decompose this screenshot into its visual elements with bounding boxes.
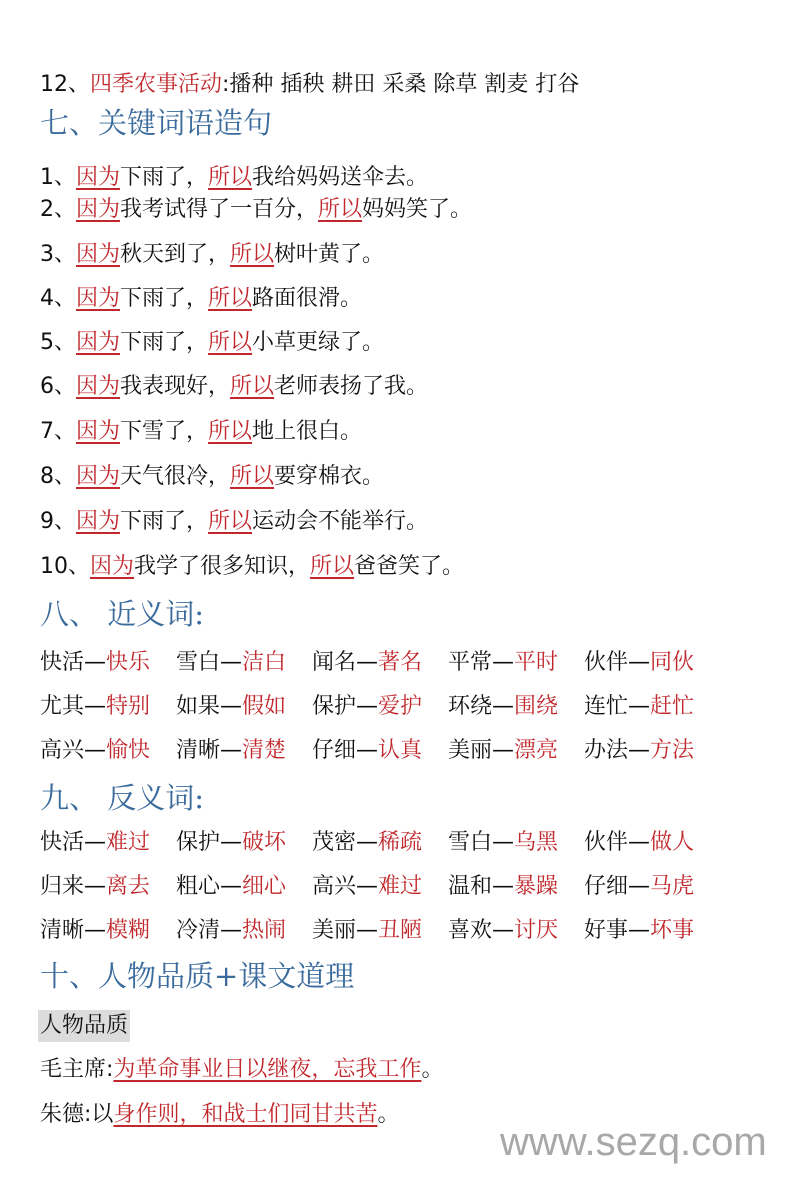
antonym-word: 难过 — [378, 874, 423, 899]
synonym-pair — [176, 648, 312, 678]
word: 尤其— — [40, 694, 107, 719]
word: 平常— — [448, 650, 515, 675]
antonym-pair — [40, 916, 176, 946]
keyword-so: 所以 — [230, 374, 275, 399]
antonym-row — [40, 872, 720, 902]
synonym-pair — [312, 736, 448, 766]
keyword-so: 所以 — [310, 554, 355, 579]
antonym-pair — [584, 828, 720, 858]
sentence-item — [40, 552, 464, 582]
sentence-cause: 我表现好， — [120, 374, 231, 399]
antonym-word: 离去 — [106, 874, 151, 899]
antonym-pair — [312, 872, 448, 902]
antonym-word: 马虎 — [650, 874, 695, 899]
word: 连忙— — [584, 694, 651, 719]
word: 喜欢— — [448, 918, 515, 943]
synonym-word: 假如 — [242, 694, 287, 719]
antonym-word: 暴躁 — [514, 874, 559, 899]
sentence-result: 我给妈妈送伞去。 — [252, 165, 429, 190]
keyword-because: 因为 — [76, 419, 121, 444]
word: 冷清— — [176, 918, 243, 943]
word: 雪白— — [448, 830, 515, 855]
section-7-heading: 七、关键词语造句 — [40, 106, 273, 140]
keyword-because: 因为 — [76, 197, 121, 222]
word: 如果— — [176, 694, 243, 719]
keyword-so: 所以 — [318, 197, 363, 222]
keyword-because: 因为 — [76, 509, 121, 534]
sentence-item — [40, 328, 384, 358]
antonym-pair — [312, 916, 448, 946]
sentence-number: 5、 — [40, 330, 76, 355]
person-name: 毛主席: — [40, 1057, 114, 1082]
keyword-so: 所以 — [208, 286, 253, 311]
synonym-pair — [40, 736, 176, 766]
sentence-item — [40, 195, 472, 225]
word: 好事— — [584, 918, 651, 943]
sentence-result: 路面很滑。 — [252, 286, 363, 311]
keyword-so: 所以 — [230, 242, 275, 267]
antonym-pair — [176, 828, 312, 858]
quality-text: 身作则，和战士们同甘共苦 — [113, 1102, 378, 1127]
word: 清晰— — [176, 738, 243, 763]
synonym-pair — [176, 692, 312, 722]
keyword-because: 因为 — [76, 165, 121, 190]
sentence-number: 3、 — [40, 242, 76, 267]
antonym-word: 细心 — [242, 874, 287, 899]
synonym-word: 方法 — [650, 738, 695, 763]
synonym-pair — [584, 692, 720, 722]
sentence-result: 运动会不能举行。 — [252, 509, 429, 534]
sentence-cause: 下雨了， — [120, 286, 209, 311]
sentence-number: 4、 — [40, 286, 76, 311]
keyword-because: 因为 — [76, 286, 121, 311]
keyword-because: 因为 — [76, 464, 121, 489]
synonym-pair — [448, 648, 584, 678]
word: 保护— — [176, 830, 243, 855]
word: 高兴— — [40, 738, 107, 763]
synonym-word: 同伙 — [650, 650, 695, 675]
synonym-word: 围绕 — [514, 694, 559, 719]
word: 仔细— — [312, 738, 379, 763]
synonym-pair — [176, 736, 312, 766]
antonym-pair — [40, 828, 176, 858]
synonym-row — [40, 736, 720, 766]
sentence-number: 7、 — [40, 419, 76, 444]
synonym-pair — [312, 692, 448, 722]
antonym-word: 乌黑 — [514, 830, 559, 855]
synonym-word: 快乐 — [106, 650, 151, 675]
sentence-number: 10、 — [40, 554, 90, 579]
word: 清晰— — [40, 918, 107, 943]
synonym-pair — [448, 736, 584, 766]
sentence-cause: 我考试得了一百分， — [120, 197, 319, 222]
sentence-item — [40, 507, 428, 537]
keyword-because: 因为 — [76, 242, 121, 267]
item-label: 四季农事活动 — [90, 72, 223, 97]
synonym-pair — [312, 648, 448, 678]
synonym-row — [40, 692, 720, 722]
antonym-row — [40, 828, 720, 858]
keyword-because: 因为 — [76, 330, 121, 355]
punctuation: 。 — [377, 1102, 400, 1127]
word: 伙伴— — [584, 650, 651, 675]
sentence-number: 9、 — [40, 509, 76, 534]
sentence-item — [40, 417, 362, 447]
antonym-pair — [448, 828, 584, 858]
word: 仔细— — [584, 874, 651, 899]
sentence-item — [40, 163, 428, 193]
person-name: 朱德: — [40, 1102, 92, 1127]
sentence-cause: 下雪了， — [120, 419, 209, 444]
antonym-pair — [448, 916, 584, 946]
section-10-heading: 十、人物品质+课文道理 — [40, 959, 355, 993]
word: 美丽— — [312, 918, 379, 943]
sentence-cause: 天气很冷， — [120, 464, 231, 489]
antonym-word: 丑陋 — [378, 918, 423, 943]
sentence-cause: 秋天到了， — [120, 242, 231, 267]
sentence-result: 老师表扬了我。 — [274, 374, 429, 399]
synonym-word: 洁白 — [242, 650, 287, 675]
antonym-pair — [584, 872, 720, 902]
synonym-word: 平时 — [514, 650, 559, 675]
watermark: www.sezq.com — [500, 1120, 767, 1164]
synonym-pair — [584, 648, 720, 678]
antonym-pair — [584, 916, 720, 946]
word: 快活— — [40, 830, 107, 855]
sentence-result: 小草更绿了。 — [252, 330, 385, 355]
sentence-number: 8、 — [40, 464, 76, 489]
punctuation: 。 — [421, 1057, 444, 1082]
keyword-so: 所以 — [208, 330, 253, 355]
synonym-word: 认真 — [378, 738, 423, 763]
sentence-number: 1、 — [40, 165, 76, 190]
sentence-number: 2、 — [40, 197, 76, 222]
item-number: 12、 — [40, 72, 90, 97]
sentence-cause: 下雨了， — [120, 165, 209, 190]
sentence-item — [40, 462, 384, 492]
quality-prefix: 以 — [91, 1102, 114, 1127]
antonym-pair — [176, 872, 312, 902]
keyword-because: 因为 — [90, 554, 135, 579]
sentence-result: 爸爸笑了。 — [354, 554, 465, 579]
keyword-so: 所以 — [208, 419, 253, 444]
sentence-result: 地上很白。 — [252, 419, 363, 444]
synonym-pair — [584, 736, 720, 766]
synonym-row — [40, 648, 720, 678]
sentence-result: 要穿棉衣。 — [274, 464, 385, 489]
antonym-word: 难过 — [106, 830, 151, 855]
antonym-pair — [40, 872, 176, 902]
word: 美丽— — [448, 738, 515, 763]
quality-mao — [40, 1055, 443, 1085]
sentence-result: 妈妈笑了。 — [362, 197, 473, 222]
word: 粗心— — [176, 874, 243, 899]
synonym-pair — [40, 648, 176, 678]
word: 保护— — [312, 694, 379, 719]
synonym-word: 著名 — [378, 650, 423, 675]
synonym-word: 特别 — [106, 694, 151, 719]
antonym-word: 模糊 — [106, 918, 151, 943]
subsection-tag: 人物品质 — [38, 1010, 130, 1042]
antonym-word: 稀疏 — [378, 830, 423, 855]
word: 茂密— — [312, 830, 379, 855]
word: 闻名— — [312, 650, 379, 675]
synonym-word: 赶忙 — [650, 694, 695, 719]
keyword-so: 所以 — [208, 165, 253, 190]
section-8-heading: 八、 近义词: — [40, 597, 204, 631]
sentence-cause: 下雨了， — [120, 509, 209, 534]
keyword-because: 因为 — [76, 374, 121, 399]
word: 归来— — [40, 874, 107, 899]
antonym-word: 坏事 — [650, 918, 695, 943]
word: 办法— — [584, 738, 651, 763]
synonym-pair — [40, 692, 176, 722]
item-content: :播种 插秧 耕田 采桑 除草 割麦 打谷 — [222, 72, 580, 97]
antonym-word: 讨厌 — [514, 918, 559, 943]
word: 雪白— — [176, 650, 243, 675]
word: 快活— — [40, 650, 107, 675]
antonym-word: 热闹 — [242, 918, 287, 943]
synonym-pair — [448, 692, 584, 722]
keyword-so: 所以 — [230, 464, 275, 489]
antonym-pair — [176, 916, 312, 946]
antonym-pair — [312, 828, 448, 858]
sentence-item — [40, 372, 428, 402]
item-12 — [40, 70, 579, 100]
sentence-cause: 我学了很多知识， — [134, 554, 311, 579]
word: 高兴— — [312, 874, 379, 899]
antonym-word: 破坏 — [242, 830, 287, 855]
sentence-item — [40, 284, 362, 314]
quality-zhude — [40, 1100, 399, 1130]
antonym-row — [40, 916, 720, 946]
antonym-pair — [448, 872, 584, 902]
keyword-so: 所以 — [208, 509, 253, 534]
word: 温和— — [448, 874, 515, 899]
sentence-item — [40, 240, 384, 270]
word: 环绕— — [448, 694, 515, 719]
synonym-word: 愉快 — [106, 738, 151, 763]
quality-text: 为革命事业日以继夜，忘我工作 — [113, 1057, 422, 1082]
synonym-word: 爱护 — [378, 694, 423, 719]
word: 伙伴— — [584, 830, 651, 855]
synonym-word: 清楚 — [242, 738, 287, 763]
sentence-cause: 下雨了， — [120, 330, 209, 355]
sentence-number: 6、 — [40, 374, 76, 399]
synonym-word: 漂亮 — [514, 738, 559, 763]
section-9-heading: 九、 反义词: — [40, 781, 204, 815]
antonym-word: 做人 — [650, 830, 695, 855]
sentence-result: 树叶黄了。 — [274, 242, 385, 267]
